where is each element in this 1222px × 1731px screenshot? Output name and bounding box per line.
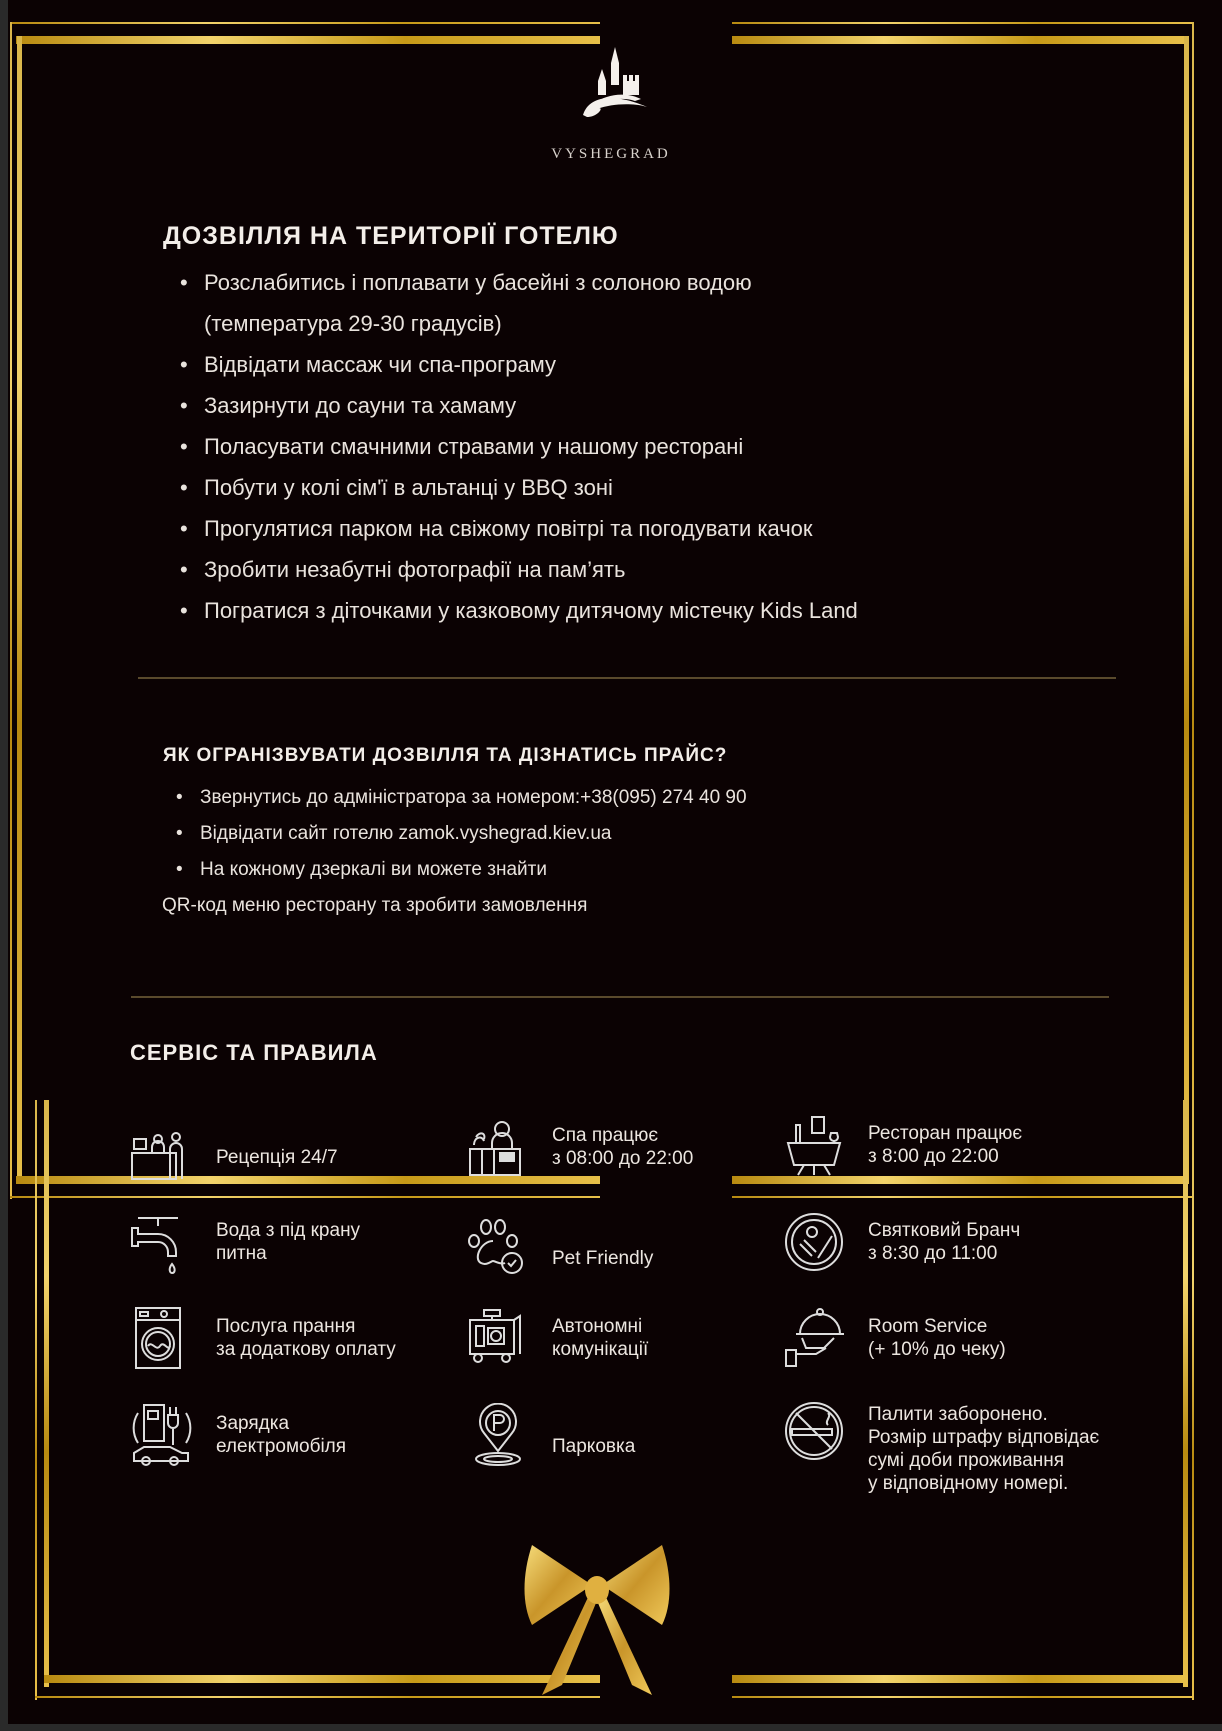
service-pet-friendly [466,1215,653,1279]
reception-icon [130,1125,194,1189]
service-label: Парковка [552,1435,636,1457]
organize-section-title: ЯК ОГРАНІЗВУВАТИ ДОЗВІЛЛЯ ТА ДІЗНАТИСЬ ПРАЙС? [163,745,728,766]
service-hours: з 8:30 до 11:00 [868,1243,998,1264]
no-smoking-icon [782,1399,846,1463]
list-item: • Поласувати смачними стравами у нашому ресторані [180,426,858,467]
frame-left-outer-lower [35,1100,37,1700]
frame-bottom-inner-left [44,1675,600,1683]
service-label: Послуга прання [216,1316,356,1337]
qr-item: • На кожному дзеркалі ви можете знайти [176,852,747,888]
generator-icon [466,1306,530,1370]
service-sublabel: за додаткову оплату [216,1339,396,1360]
frame-right-outer [1192,22,1194,1199]
service-label: Палити заборонено. [868,1404,1048,1425]
service-water [130,1210,360,1274]
list-item: • Прогулятися парком на свіжому повітрі та погодувати качок [180,508,858,549]
leisure-section-title: ДОЗВІЛЛЯ НА ТЕРИТОРІЇ ГОТЕЛЮ [163,222,619,250]
service-label: Зарядка [216,1413,290,1434]
frame-right-outer-lower [1192,1100,1194,1700]
organize-list [176,780,747,888]
list-item: • Відвідати массаж чи спа-програму [180,344,858,385]
brand-name: VYSHEGRAD [551,146,671,162]
website-item: • Відвідати сайт готелю zamok.vyshegrad.kiev.ua [176,816,747,852]
list-item: • Зробити незабутні фотографії на пам’ять [180,549,858,590]
frame-bottom-outer-right [732,1696,1194,1698]
service-hours: з 08:00 до 22:00 [552,1148,694,1169]
services-section-title: СЕРВІС ТА ПРАВИЛА [130,1040,378,1065]
list-item: • Розслабитись і поплавати у басейні з солоною водою [180,262,858,303]
service-label: Pet Friendly [552,1247,654,1269]
restaurant-icon [782,1113,846,1177]
service-autonomous [466,1306,648,1370]
service-label: Ресторан працює [868,1123,1023,1144]
service-label: Святковий Бранч [868,1220,1021,1241]
frame-top-inner-l [16,36,600,44]
gold-bow-icon [522,1545,672,1695]
service-reception [130,1125,338,1189]
service-sublabel: комунікації [552,1339,649,1360]
service-label: Room Service [868,1316,988,1337]
service-label: Рецепція 24/7 [216,1146,338,1168]
ev-charging-icon [130,1403,194,1467]
service-restaurant [782,1113,1022,1177]
service-rule-text: Розмір штрафу відповідає [868,1427,1100,1448]
frame-left-inner-lower [44,1100,49,1687]
room-service-cloche-icon [782,1306,846,1370]
list-item-continuation: (температура 29-30 градусів) [204,311,502,336]
brunch-plate-icon [782,1210,846,1274]
service-sublabel: (+ 10% до чеку) [868,1339,1006,1360]
frame-right-inner [1184,36,1189,1184]
frame-bottom-outer-l [10,1196,600,1198]
washing-machine-icon [130,1306,194,1370]
paw-icon [466,1215,530,1279]
service-rule-text: сумі доби проживання [868,1450,1065,1471]
service-brunch [782,1210,1020,1274]
service-no-smoking [782,1403,1099,1495]
service-sublabel: питна [216,1243,267,1264]
frame-bottom-outer-left [35,1696,600,1698]
service-laundry [130,1306,396,1370]
service-parking [466,1403,635,1467]
service-label: Автономні [552,1316,643,1337]
castle-logo-icon [575,45,655,125]
service-rule-text: у відповідному номері. [868,1473,1069,1494]
qr-continuation: QR-код меню ресторану та зробити замовлення [162,895,588,916]
list-item: • Погратися з діточками у казковому дитячому містечку Kids Land [180,590,858,631]
frame-bottom-inner-r [732,1176,1188,1184]
parking-icon [466,1403,530,1467]
service-room-service [782,1306,1006,1370]
section-divider [138,677,1116,679]
service-ev-charging [130,1403,346,1467]
frame-right-inner-lower [1183,1100,1188,1687]
frame-bottom-outer-r [732,1196,1194,1198]
service-hours: з 8:00 до 22:00 [868,1146,999,1167]
water-tap-icon [130,1210,194,1274]
list-item: • Побути у колі сім'ї в альтанці у BBQ зоні [180,467,858,508]
service-label: Вода з під крану [216,1220,361,1241]
service-sublabel: електромобіля [216,1436,347,1457]
frame-top-outer-l [10,22,600,24]
leisure-list [180,262,858,631]
frame-bottom-inner-right [732,1675,1188,1683]
spa-icon [466,1115,530,1179]
phone-item: • Звернутись до адміністратора за номером:+38(095) 274 40 90 [176,780,747,816]
list-item: • Зазирнути до сауни та хамаму [180,385,858,426]
frame-top-outer-r [732,22,1194,24]
frame-left-inner [17,36,22,1184]
service-spa [466,1115,693,1179]
frame-top-inner-r [732,36,1188,44]
service-label: Спа працює [552,1125,659,1146]
section-divider [131,996,1109,998]
frame-left-outer [10,22,12,1199]
